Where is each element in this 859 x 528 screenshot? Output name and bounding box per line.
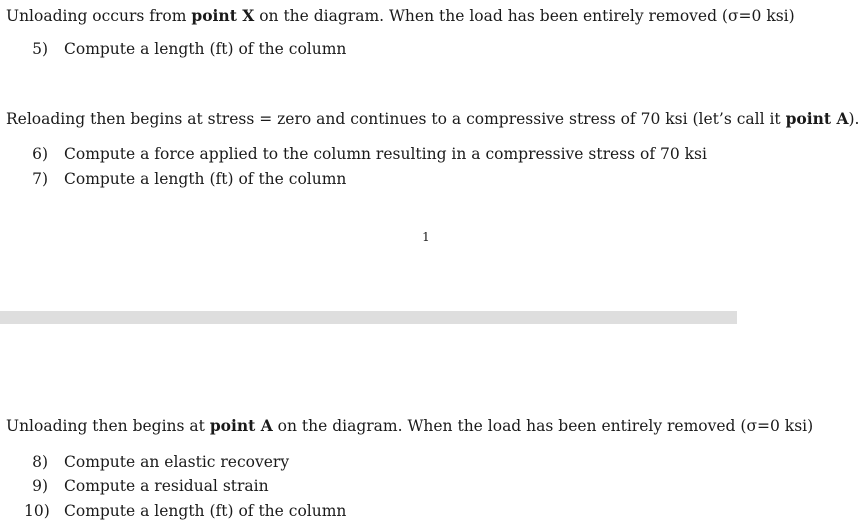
point-a-label: point A [785,109,849,128]
reloading-paragraph: Reloading then begins at stress = zero and continues to a compressive stress of 70 ksi (let’s call it point A). [6,109,859,128]
point-x-label: point X [191,6,255,25]
page-separator [0,311,737,324]
unloading-x-paragraph: Unloading occurs from point X on the diagram. When the load has been entirely removed (σ=0 ksi) [6,6,795,25]
page-number: 1 [422,230,430,244]
unloading-a-paragraph: Unloading then begins at point A on the diagram. When the load has been entirely removed (σ=0 ksi) [6,416,814,435]
point-a-label-2: point A [209,416,273,435]
